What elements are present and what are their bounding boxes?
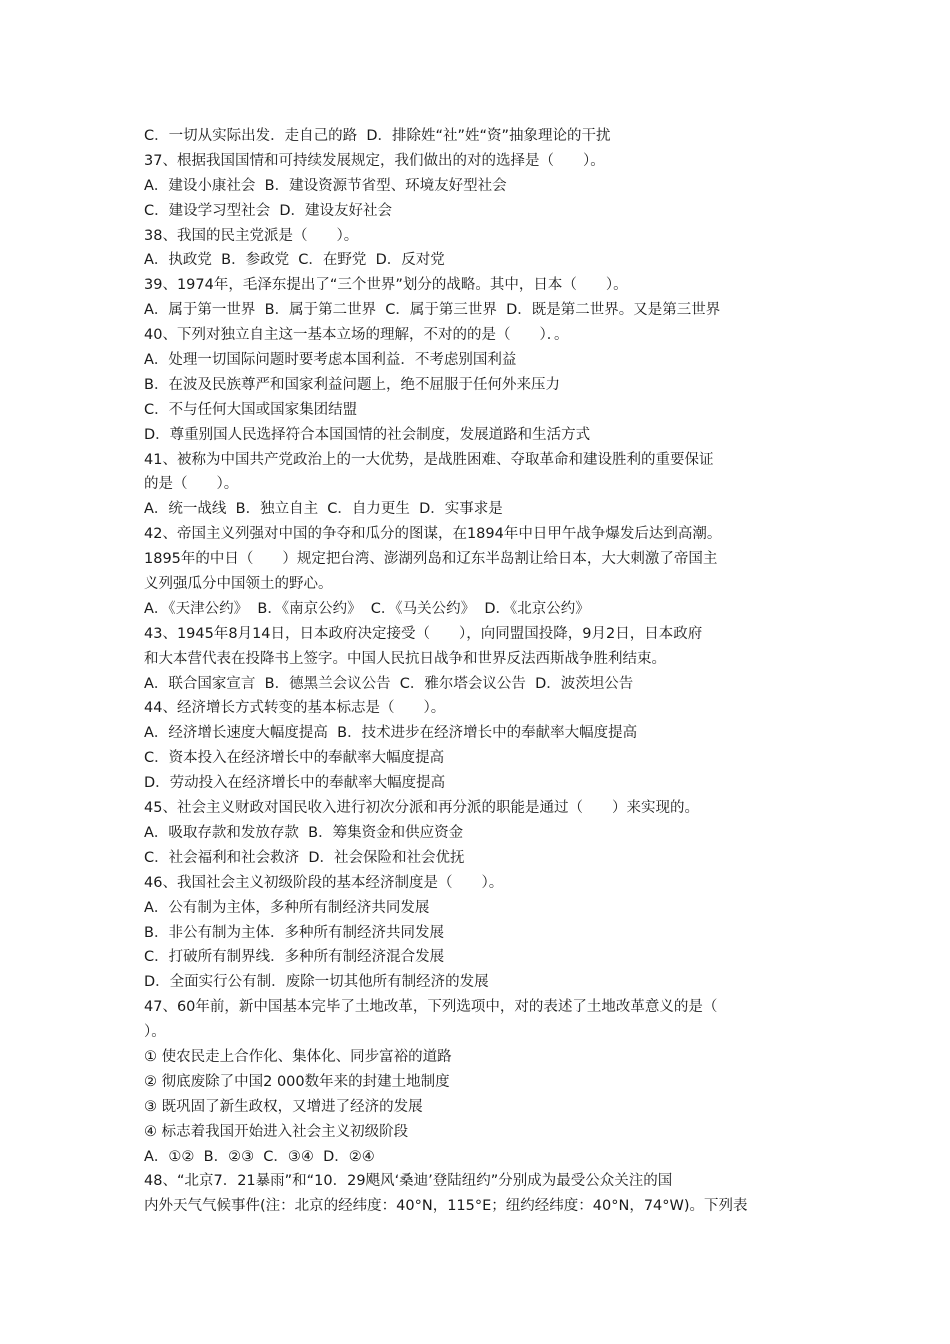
text-line: 和大本营代表在投降书上签字。中国人民抗日战争和世界反法西斯战争胜利结束。 [144,650,666,667]
text-line: A．统一战线 B．独立自主 C．自力更生 D．实事求是 [144,501,503,518]
text-line: 45、社会主义财政对国民收入进行初次分派和再分派的职能是通过（ ）来实现的。 [144,800,699,817]
text-line: A．经济增长速度大幅度提高 B．技术进步在经济增长中的奉献率大幅度提高 [144,725,638,742]
text-line: 42、帝国主义列强对中国的争夺和瓜分的图谋，在1894年中日甲午战争爆发后达到高潮。 [144,526,722,543]
text-line: A．吸取存款和发放存款 B．筹集资金和供应资金 [144,824,464,841]
text-line: 的是（ ）。 [144,476,239,493]
text-line: 40、下列对独立自主这一基本立场的理解，不对的的是（ ）．。 [144,327,569,344]
text-line: 44、经济增长方式转变的基本标志是（ ）。 [144,700,446,717]
text-line: ② 彻底废除了中国2 000数年来的封建土地制度 [144,1073,450,1090]
text-line: 48、“北京7．21暴雨”和“10．29飓风‘桑迪’登陆纽约”分别成为最受公众关注的国 [144,1173,673,1190]
text-line: 1895年的中日（ ）规定把台湾、澎湖列岛和辽东半岛割让给日本，大大刺激了帝国主 [144,551,718,568]
text-line: ③ 既巩固了新生政权，又增进了经济的发展 [144,1098,423,1115]
text-line: 内外天气气候事件(注：北京的经纬度：40°N，115°E；纽约经纬度：40°N，74°W)。下列表 [144,1198,748,1215]
document-page [144,124,816,1219]
text-line: 41、被称为中国共产党政治上的一大优势，是战胜困难、夺取革命和建设胜利的重要保证 [144,451,714,468]
text-line: C．一切从实际出发．走自己的路 D．排除姓“社”姓“资”抽象理论的干扰 [144,128,611,144]
text-line: A．联合国家宣言 B．德黑兰会议公告 C．雅尔塔会议公告 D．波茨坦公告 [144,675,634,692]
text-line: C．打破所有制界线．多种所有制经济混合发展 [144,949,445,966]
text-line: 46、我国社会主义初级阶段的基本经济制度是（ ）。 [144,874,504,891]
text-line: A．①② B．②③ C．③④ D．②④ [144,1148,375,1165]
text-line: A．《天津公约》 B．《南京公约》 C．《马关公约》 D．《北京公约》 [144,600,590,617]
text-line: C．不与任何大国或国家集团结盟 [144,401,358,418]
text-line: D．尊重别国人民选择符合本国国情的社会制度，发展道路和生活方式 [144,426,591,443]
text-line: D．劳动投入在经济增长中的奉献率大幅度提高 [144,775,446,792]
text-line: C．资本投入在经济增长中的奉献率大幅度提高 [144,750,445,767]
text-line: B．非公有制为主体．多种所有制经济共同发展 [144,924,444,941]
text-line: B．在波及民族尊严和国家利益问题上，绝不屈服于任何外来压力 [144,376,560,393]
text-line: A．建设小康社会 B．建设资源节省型、环境友好型社会 [144,177,507,194]
text-line: A．执政党 B．参政党 C．在野党 D．反对党 [144,252,445,269]
text-line: A．处理一切国际问题时要考虑本国利益．不考虑别国利益 [144,352,517,369]
text-line: D．全面实行公有制．废除一切其他所有制经济的发展 [144,974,489,991]
text-line: 43、1945年8月14日，日本政府决定接受（ ），向同盟国投降，9月2日，日本政府 [144,625,703,642]
text-line: 义列强瓜分中国领土的野心。 [144,576,333,593]
text-line: 38、我国的民主党派是（ ）。 [144,227,359,244]
text-line: ）。 [144,1024,166,1041]
text-line: C．建设学习型社会 D．建设友好社会 [144,202,393,219]
text-line: A．公有制为主体，多种所有制经济共同发展 [144,899,430,916]
text-line: 47、60年前，新中国基本完毕了土地改革，下列选项中，对的表述了土地改革意义的是（ [144,999,718,1016]
text-line: ④ 标志着我国开始进入社会主义初级阶段 [144,1123,409,1140]
text-line: 39、1974年，毛泽东提出了“三个世界”划分的战略。其中，日本（ ）。 [144,277,628,294]
text-line: ① 使农民走上合作化、集体化、同步富裕的道路 [144,1048,452,1065]
text-line: C．社会福利和社会救济 D．社会保险和社会优抚 [144,849,465,866]
text-line: A．属于第一世界 B．属于第二世界 C．属于第三世界 D．既是第二世界。又是第三世界 [144,302,721,319]
text-line: 37、根据我国国情和可持续发展规定，我们做出的对的选择是（ ）。 [144,152,605,169]
